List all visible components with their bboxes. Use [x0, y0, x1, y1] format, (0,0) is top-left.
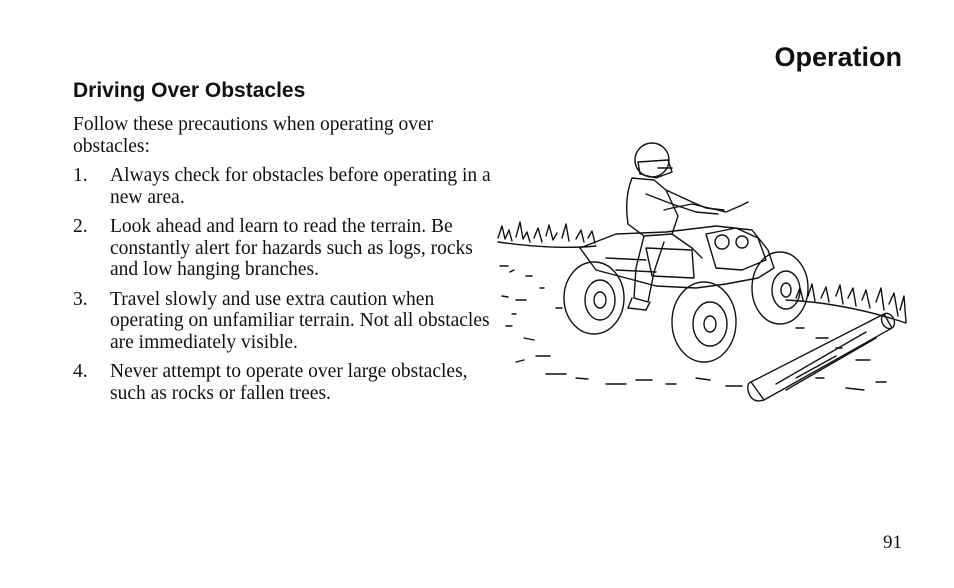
list-item — [73, 165, 491, 208]
list-item-number: 1. — [73, 165, 88, 186]
instructions-body — [73, 114, 491, 412]
precautions-list — [73, 165, 491, 404]
list-item — [73, 289, 491, 354]
list-item-text: Never attempt to operate over large obstacles, such as rocks or fallen trees. — [110, 361, 468, 404]
ground-line-right — [786, 300, 906, 323]
page-heading: Driving Over Obstacles — [73, 79, 306, 102]
grass-right — [796, 284, 906, 322]
list-item-text: Look ahead and learn to read the terrain. Be constantly alert for hazards such as logs, rocks and low hanging branches. — [110, 216, 473, 280]
list-item-number: 2. — [73, 216, 88, 237]
grass-line — [498, 222, 595, 243]
list-item-number: 4. — [73, 361, 88, 382]
list-item-text: Always check for obstacles before operating in a new area. — [110, 165, 491, 208]
list-item-text: Travel slowly and use extra caution when operating on unfamiliar terrain. Not all obstacles are immediately visible. — [110, 288, 490, 353]
atv-over-log-illustration — [496, 138, 908, 414]
page-number: 91 — [883, 532, 902, 553]
log-shape — [748, 311, 897, 401]
rear-wheel — [564, 262, 624, 334]
list-item-number: 3. — [73, 288, 88, 310]
list-item — [73, 216, 491, 281]
section-title: Operation — [774, 42, 902, 72]
front-left-wheel — [672, 282, 736, 362]
horizon-line — [498, 242, 596, 247]
list-item — [73, 361, 491, 404]
intro-paragraph: Follow these precautions when operating over obstacles: — [73, 114, 434, 157]
